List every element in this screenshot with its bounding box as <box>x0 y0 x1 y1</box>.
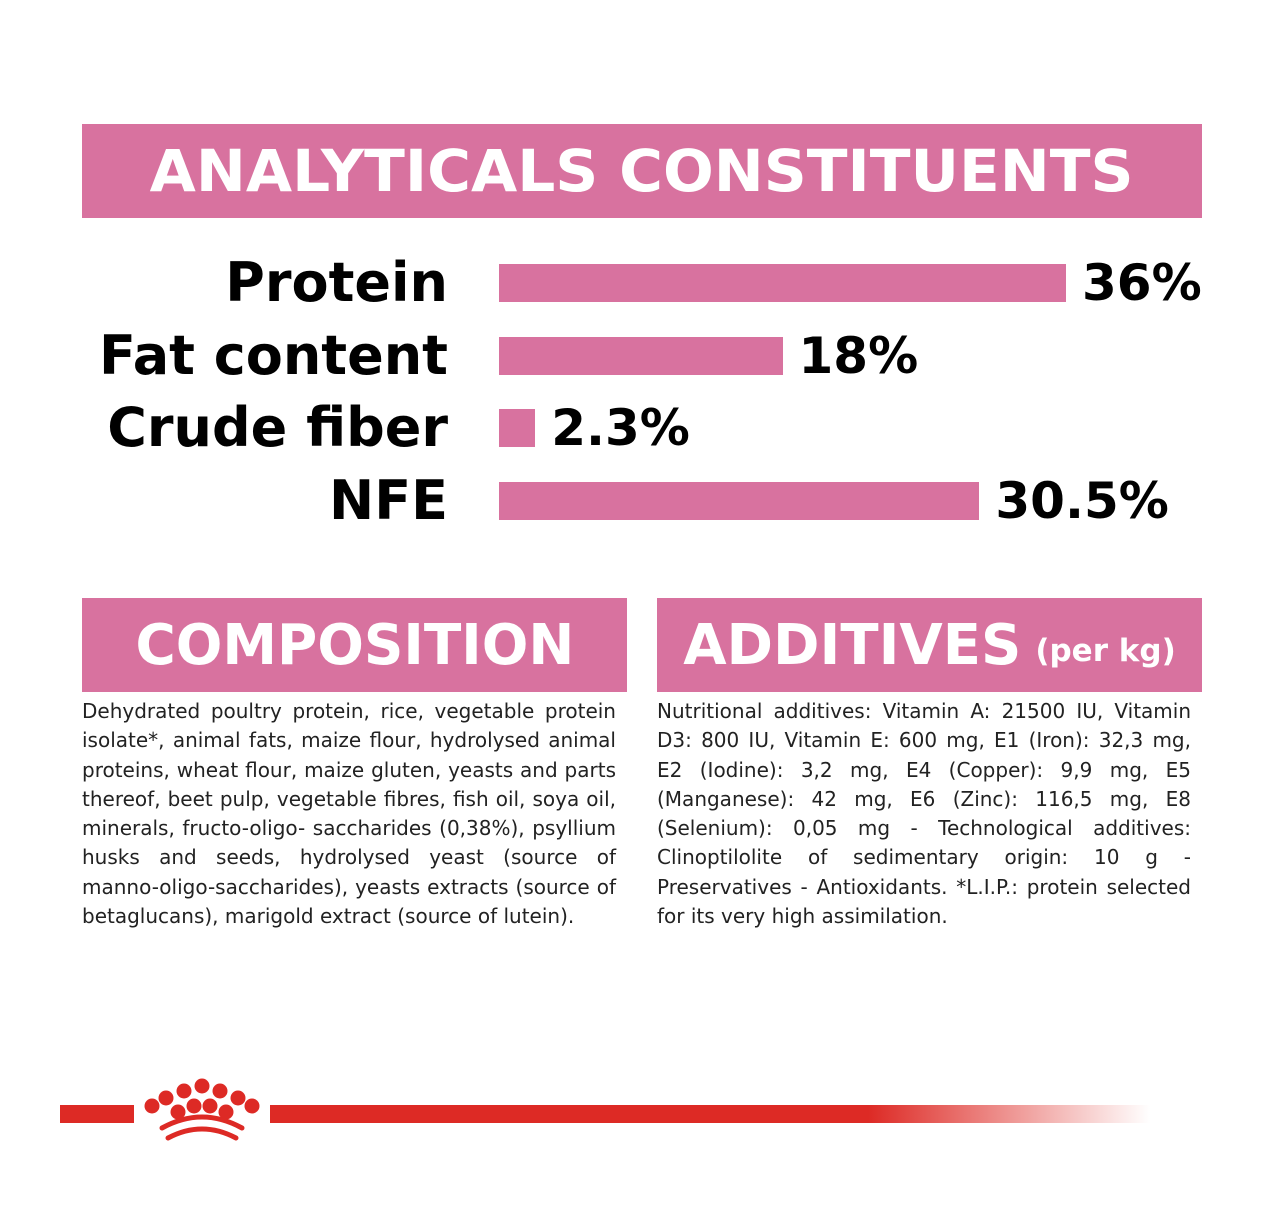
footer-stripe-left <box>60 1105 134 1123</box>
constituent-label: Crude fiber <box>107 396 448 459</box>
constituent-label: Protein <box>225 251 448 314</box>
composition-header <box>82 598 627 692</box>
constituent-bar <box>499 264 1066 302</box>
composition-title: COMPOSITION <box>135 612 574 678</box>
crown-icon <box>140 1078 264 1144</box>
constituent-value: 2.3% <box>551 399 690 457</box>
analytical-constituents-header <box>82 124 1202 218</box>
constituent-label: Fat content <box>98 323 448 387</box>
additives-text: Nutritional additives: Vitamin A: 21500 IU, Vitamin D3: 800 IU, Vitamin E: 600 mg, E1 (Iron): 32,3 mg, E2 (Iodine): 3,2 mg, E4 (Copper): 9,9 mg, E5 (Manganese): 42 mg, E6 (Zinc): 116,5 mg, E8 (Selenium): 0,05 mg - Technological additives: Clinoptilolite of sedimentary origin: 10 g - Preservatives - Antioxidants. *L.I.P.: protein selected for its very high assimilation. <box>657 699 1191 929</box>
footer-stripe-right <box>270 1105 1150 1123</box>
constituent-value: 18% <box>798 326 919 385</box>
constituent-bar <box>499 482 979 520</box>
additives-title: ADDITIVES <box>683 612 1022 678</box>
constituent-label: NFE <box>329 468 448 532</box>
constituent-bar <box>499 337 783 375</box>
additives-header <box>657 598 1202 692</box>
composition-text: Dehydrated poultry protein, rice, vegetable protein isolate*, animal fats, maize flour, hydrolysed animal proteins, wheat flour, maize gluten, yeasts and parts thereof, beet pulp, vegetable fibres, fish oil, soya oil, minerals, fructo-oligo- saccharides (0,38%), psyllium husks and seeds, hydrolysed yeast (source of manno-oligo-saccharides), yeasts extracts (source of betaglucans), marigold extract (source of lutein). <box>82 699 616 929</box>
constituent-value: 30.5% <box>995 471 1169 530</box>
constituent-value: 36% <box>1082 254 1202 312</box>
additives-subtitle: (per kg) <box>1035 633 1176 669</box>
analytical-constituents-title: ANALYTICALS CONSTITUENTS <box>150 137 1134 205</box>
constituent-bar <box>499 409 535 447</box>
